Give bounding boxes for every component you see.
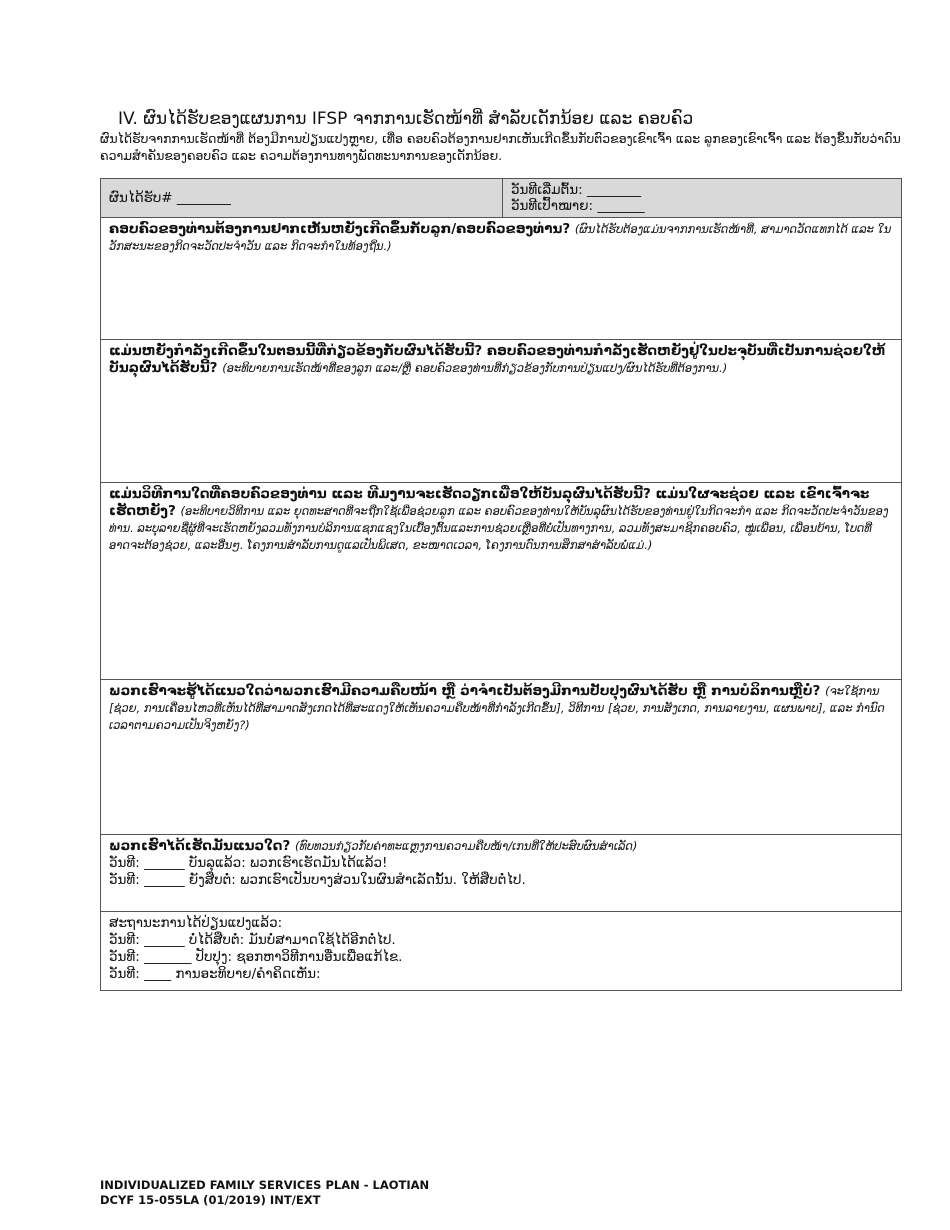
q1-note: (ຜົນໄດ້ຮັບຕ້ອງແມ່ນຈາກການເຮັດໜ້າທີ່, ສາມາດວັດແທກໄດ້ ແລະ ໃນວັກສະນະຂອງກິດຈະວັດປະຈໍາວັນ ແລະ ກິດຈະກໍາໃນທ້ອງຖິ່ນ.)	[109, 222, 892, 253]
q6-cell	[101, 912, 902, 991]
outcome-number-blank[interactable]: ________	[176, 190, 231, 206]
footer-form-number: DCYF 15-055LA (01/2019) INT/EXT	[100, 1193, 321, 1207]
comments-date-blank[interactable]: ____	[144, 966, 172, 982]
continue-date-blank[interactable]: ______	[144, 872, 185, 888]
page-footer	[100, 1178, 429, 1208]
q2-text	[109, 343, 893, 377]
q3-question: ແມ່ນວິທີການໃດທີ່ຄອບຄົວຂອງທ່ານ ແລະ ທີມງານຈະເຮັດວຽກເພື່ອໃຫ້ບັນລຸຜົນໄດ້ຮັບນີ້? ແມ່ນໃຜຈະຊ່ວຍ ແລະ ເຂົາເຈົ້າຈະເຮັດຫຍັງ?	[109, 486, 870, 519]
q4-text	[109, 683, 893, 734]
section-title: IV. ຜົນໄດ້ຮັບຂອງແຜນການ IFSP ຈາກການເຮັດໜ້າທີ່ ສໍາລັບເດັກນ້ອຍ ແລະ ຄອບຄົວ	[118, 109, 694, 129]
continue-text: ຍັງສືບຕໍ່: ພວກເຮົາເປັນບາງສ່ວນໃນຜົນສໍາເລັດນັ້ນ. ໃຫ້ສືບຕໍ່ໄປ.	[188, 872, 526, 888]
revise-date-label: ວັນທີ:	[109, 949, 140, 965]
q1-row	[101, 218, 902, 340]
header-row	[101, 179, 902, 218]
comments-date-label: ວັນທີ:	[109, 966, 140, 982]
revise-date-blank[interactable]: _______	[144, 949, 192, 965]
ifsp-outcome-table	[100, 178, 902, 991]
q3-note: (ອະທິບາຍວິທີການ ແລະ ຍຸດທະສາດທີ່ຈະຖືກໃຊ້ເພື່ອຊ່ວຍລູກ ແລະ ຄອບຄົວຂອງທ່ານໃຫ້ບັນລຸຜົນໄດ້ຮັບຂອງທ່ານຢູ່ໃນກິດຈະກໍາ ແລະ ກິດຈະວັດປະຈໍາວັນຂອງທ່ານ. ລະບຸລາຍຊື່ຜູ້ທີ່ຈະເຮັດຫຍັງລວມທັງການບໍລິການແຊກແຊງໃນເບື້ອງຕົ້ນແລະການຊ່ວຍເຫຼືອທີ່ບໍ່ເປັນທາງການ, ລວມທັງສະມາຊິກຄອບຄົວ, ໝູ່ເພື່ອນ, ເພື່ອນບ້ານ, ໂບດທີ່ອາດຈະຕ້ອງຊ່ວຍ, ແລະອື່ນໆ. ໂຄງການສໍາລັບການດູແລເປັນພິເສດ, ຂະໜາດເວລາ, ໂຄງການດົນການສຶກສາສໍາລັບພໍ່ແມ່.)	[109, 504, 889, 552]
q4-question: ພວກເຮົາຈະຮູ້ໄດ້ແນວໃດວ່າພວກເຮົາມີຄວາມຄືບໜ້າ ຫຼື ວ່າຈໍາເປັນຕ້ອງມີການປັບປຸງຜົນໄດ້ຮັບ ຫຼື ການບໍລິການຫຼືບໍ່?	[109, 683, 821, 699]
q5-question: ພວກເຮົາໄດ້ເຮັດມັນແນວໃດ?	[109, 838, 291, 854]
outcome-number-label: ຜົນໄດ້ຮັບ#	[109, 190, 173, 206]
revise-line	[109, 949, 893, 966]
q2-question: ແມ່ນຫຍັງກໍາລັງເກີດຂຶ້ນໃນຕອນນີ້ທີ່ກ່ຽວຂ້ອງກັບຜົນໄດ້ຮັບນີ້? ຄອບຄົວຂອງທ່ານກໍາລັງເຮັດຫຍັງຢູ່ໃນປະຈຸບັນທີ່ເປັນການຊ່ວຍໃຫ້ບັນລຸຜົນໄດ້ຮັບນີ້?	[109, 343, 886, 376]
q2-note: (ອະທິບາຍການເຮັດໜ້າທີ່ຂອງລູກ ແລະ/ຫຼື ຄອບຄົວຂອງທ່ານທີ່ກ່ຽວຂ້ອງກັບການປ່ຽນແປງ/ຜົນໄດ້ຮັບທີ່ຕ້ອງການ.)	[222, 361, 728, 375]
form-page	[100, 100, 902, 991]
q5-text	[109, 838, 893, 855]
achieved-text: ບັນລຸແລ້ວ: ພວກເຮົາເຮັດມັນໄດ້ແລ້ວ!	[188, 855, 388, 871]
discontinue-line	[109, 932, 893, 949]
continue-date-label: ວັນທີ:	[109, 872, 140, 888]
outcome-number-cell[interactable]	[101, 179, 503, 218]
q4-note: (ຈະໃຊ້ການ [ຊ່ວຍ, ການເຄື່ອນໄຫວທີ່ເຫັນໄດ້ທີ່ສາມາດສັງເກດໄດ້ທີ່ສະແດງໃຫ້ເຫັນຄວາມຄືບໜ້າທີ່ກໍາລັງເກີດຂຶ້ນ], ວິທີການ [ຊ່ວຍ, ການສັງເກດ, ການລາຍງານ, ແຜນພາບ], ແລະ ກໍານົດເວລາຕາມຄວາມເປັນຈິງຫຍັງ?)	[109, 684, 885, 732]
discontinue-date-blank[interactable]: ______	[144, 932, 185, 948]
revise-text: ປັບປຸງ: ຊອກຫາວິທີການອື່ນເພື່ອແກ້ໄຂ.	[195, 949, 403, 965]
discontinue-text: ບໍ່ໄດ້ສືບຕໍ່: ມັນບໍ່ສາມາດໃຊ້ໄດ້ອີກຕໍ່ໄປ.	[188, 932, 396, 948]
q1-text	[109, 221, 893, 255]
section-intro: ຜົນໄດ້ຮັບຈາກການເຮັດໜ້າທີ່ ຕ້ອງມີການປ່ຽນແປງຫຼາຍ, ເທື່ອ ຄອບຄົວຕ້ອງການຢາກເຫັນເກີດຂຶ້ນກັບຕົວຂອງເຂົາເຈົ້າ ແລະ ລູກຂອງເຂົາເຈົ້າ ແລະ ຕ້ອງຂຶ້ນກັບວ່າດົນຄວາມສໍາຄັນຂອງຄອບຄົວ ແລະ ຄວາມຕ້ອງການທາງພັດທະນາການຂອງເດັກນ້ອຍ.	[100, 131, 901, 163]
target-date-blank[interactable]: _______	[597, 198, 645, 214]
date-written-line[interactable]	[511, 182, 893, 198]
q3-cell[interactable]	[101, 483, 902, 680]
q2-cell[interactable]	[101, 340, 902, 483]
target-date-line[interactable]	[511, 198, 893, 214]
q5-cell	[101, 835, 902, 912]
achieved-date-label: ວັນທີ:	[109, 855, 140, 871]
q4-row	[101, 680, 902, 835]
q2-row	[101, 340, 902, 483]
achieved-line	[109, 855, 893, 872]
q4-cell[interactable]	[101, 680, 902, 835]
q6-row	[101, 912, 902, 991]
q6-question: ສະຖານະການໄດ້ປ່ຽນແປງແລ້ວ:	[109, 915, 283, 931]
dates-cell	[503, 179, 902, 218]
target-date-label: ວັນທີເປົ້າໝາຍ:	[511, 198, 594, 214]
achieved-date-blank[interactable]: ______	[144, 855, 185, 871]
date-written-blank[interactable]: ________	[586, 182, 641, 198]
comments-text: ການອະທິບາຍ/ຄໍາຄິດເຫັນ:	[175, 966, 321, 982]
continue-line	[109, 872, 893, 889]
q3-text	[109, 486, 893, 554]
q5-note: (ທົບທວນກ່ຽວກັບຄ່າທະແຫຼງການຄວາມຄືບໜ້າ/ເກນທີ່ໃຫ້ປະສົບຜົນສໍາເລັດ)	[294, 839, 638, 853]
date-written-label: ວັນທີເລີ່ມຕົ້ນ:	[511, 182, 583, 198]
comments-line	[109, 966, 893, 983]
discontinue-date-label: ວັນທີ:	[109, 932, 140, 948]
q5-row	[101, 835, 902, 912]
q3-row	[101, 483, 902, 680]
q1-cell[interactable]	[101, 218, 902, 340]
q1-question: ຄອບຄົວຂອງທ່ານຕ້ອງການຢາກເຫັນຫຍັງເກີດຂຶ້ນກັບລູກ/ຄອບຄົວຂອງທ່ານ?	[109, 221, 571, 237]
footer-form-title: INDIVIDUALIZED FAMILY SERVICES PLAN - LAOTIAN	[100, 1178, 430, 1192]
